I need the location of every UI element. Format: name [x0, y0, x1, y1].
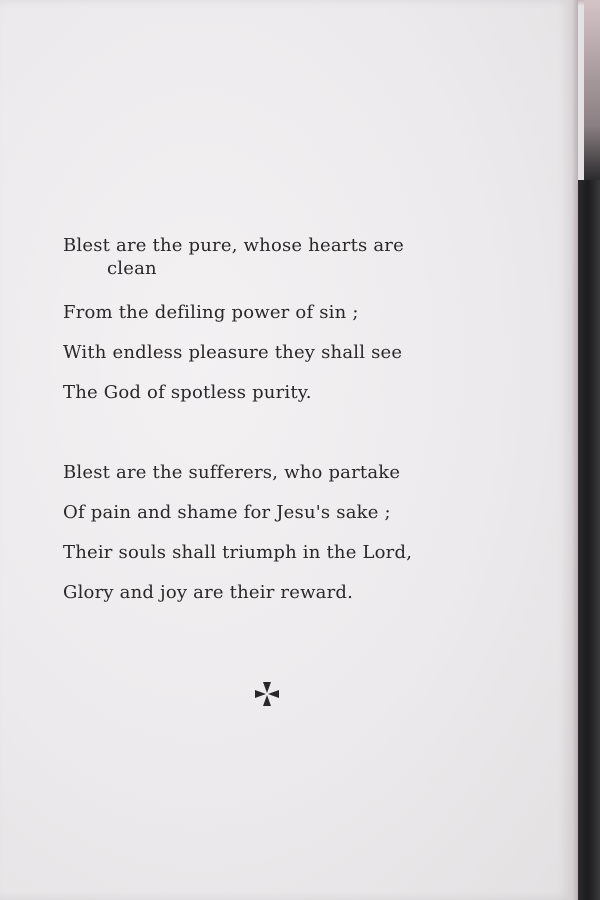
stanza-2 [63, 453, 483, 613]
binding-shadow [584, 0, 600, 180]
cross-pattee-icon [252, 679, 282, 709]
bookmark-ribbon [578, 180, 600, 900]
poem-line: Of pain and shame for Jesu's sake ; [63, 502, 391, 523]
poem-line: From the defiling power of sin ; [63, 302, 359, 323]
stanza-1 [63, 233, 483, 413]
poem-line: Blest are the sufferers, who partake [63, 462, 401, 483]
poem-line-continuation: clean [107, 258, 157, 279]
poem-line: Glory and joy are their reward. [63, 582, 354, 603]
poem-line: With endless pleasure they shall see [63, 342, 403, 363]
poem-line: Their souls shall triumph in the Lord, [63, 542, 413, 563]
hymn-text [63, 233, 483, 613]
poem-line: Blest are the pure, whose hearts are [63, 235, 404, 256]
poem-line: The God of spotless purity. [63, 382, 312, 403]
